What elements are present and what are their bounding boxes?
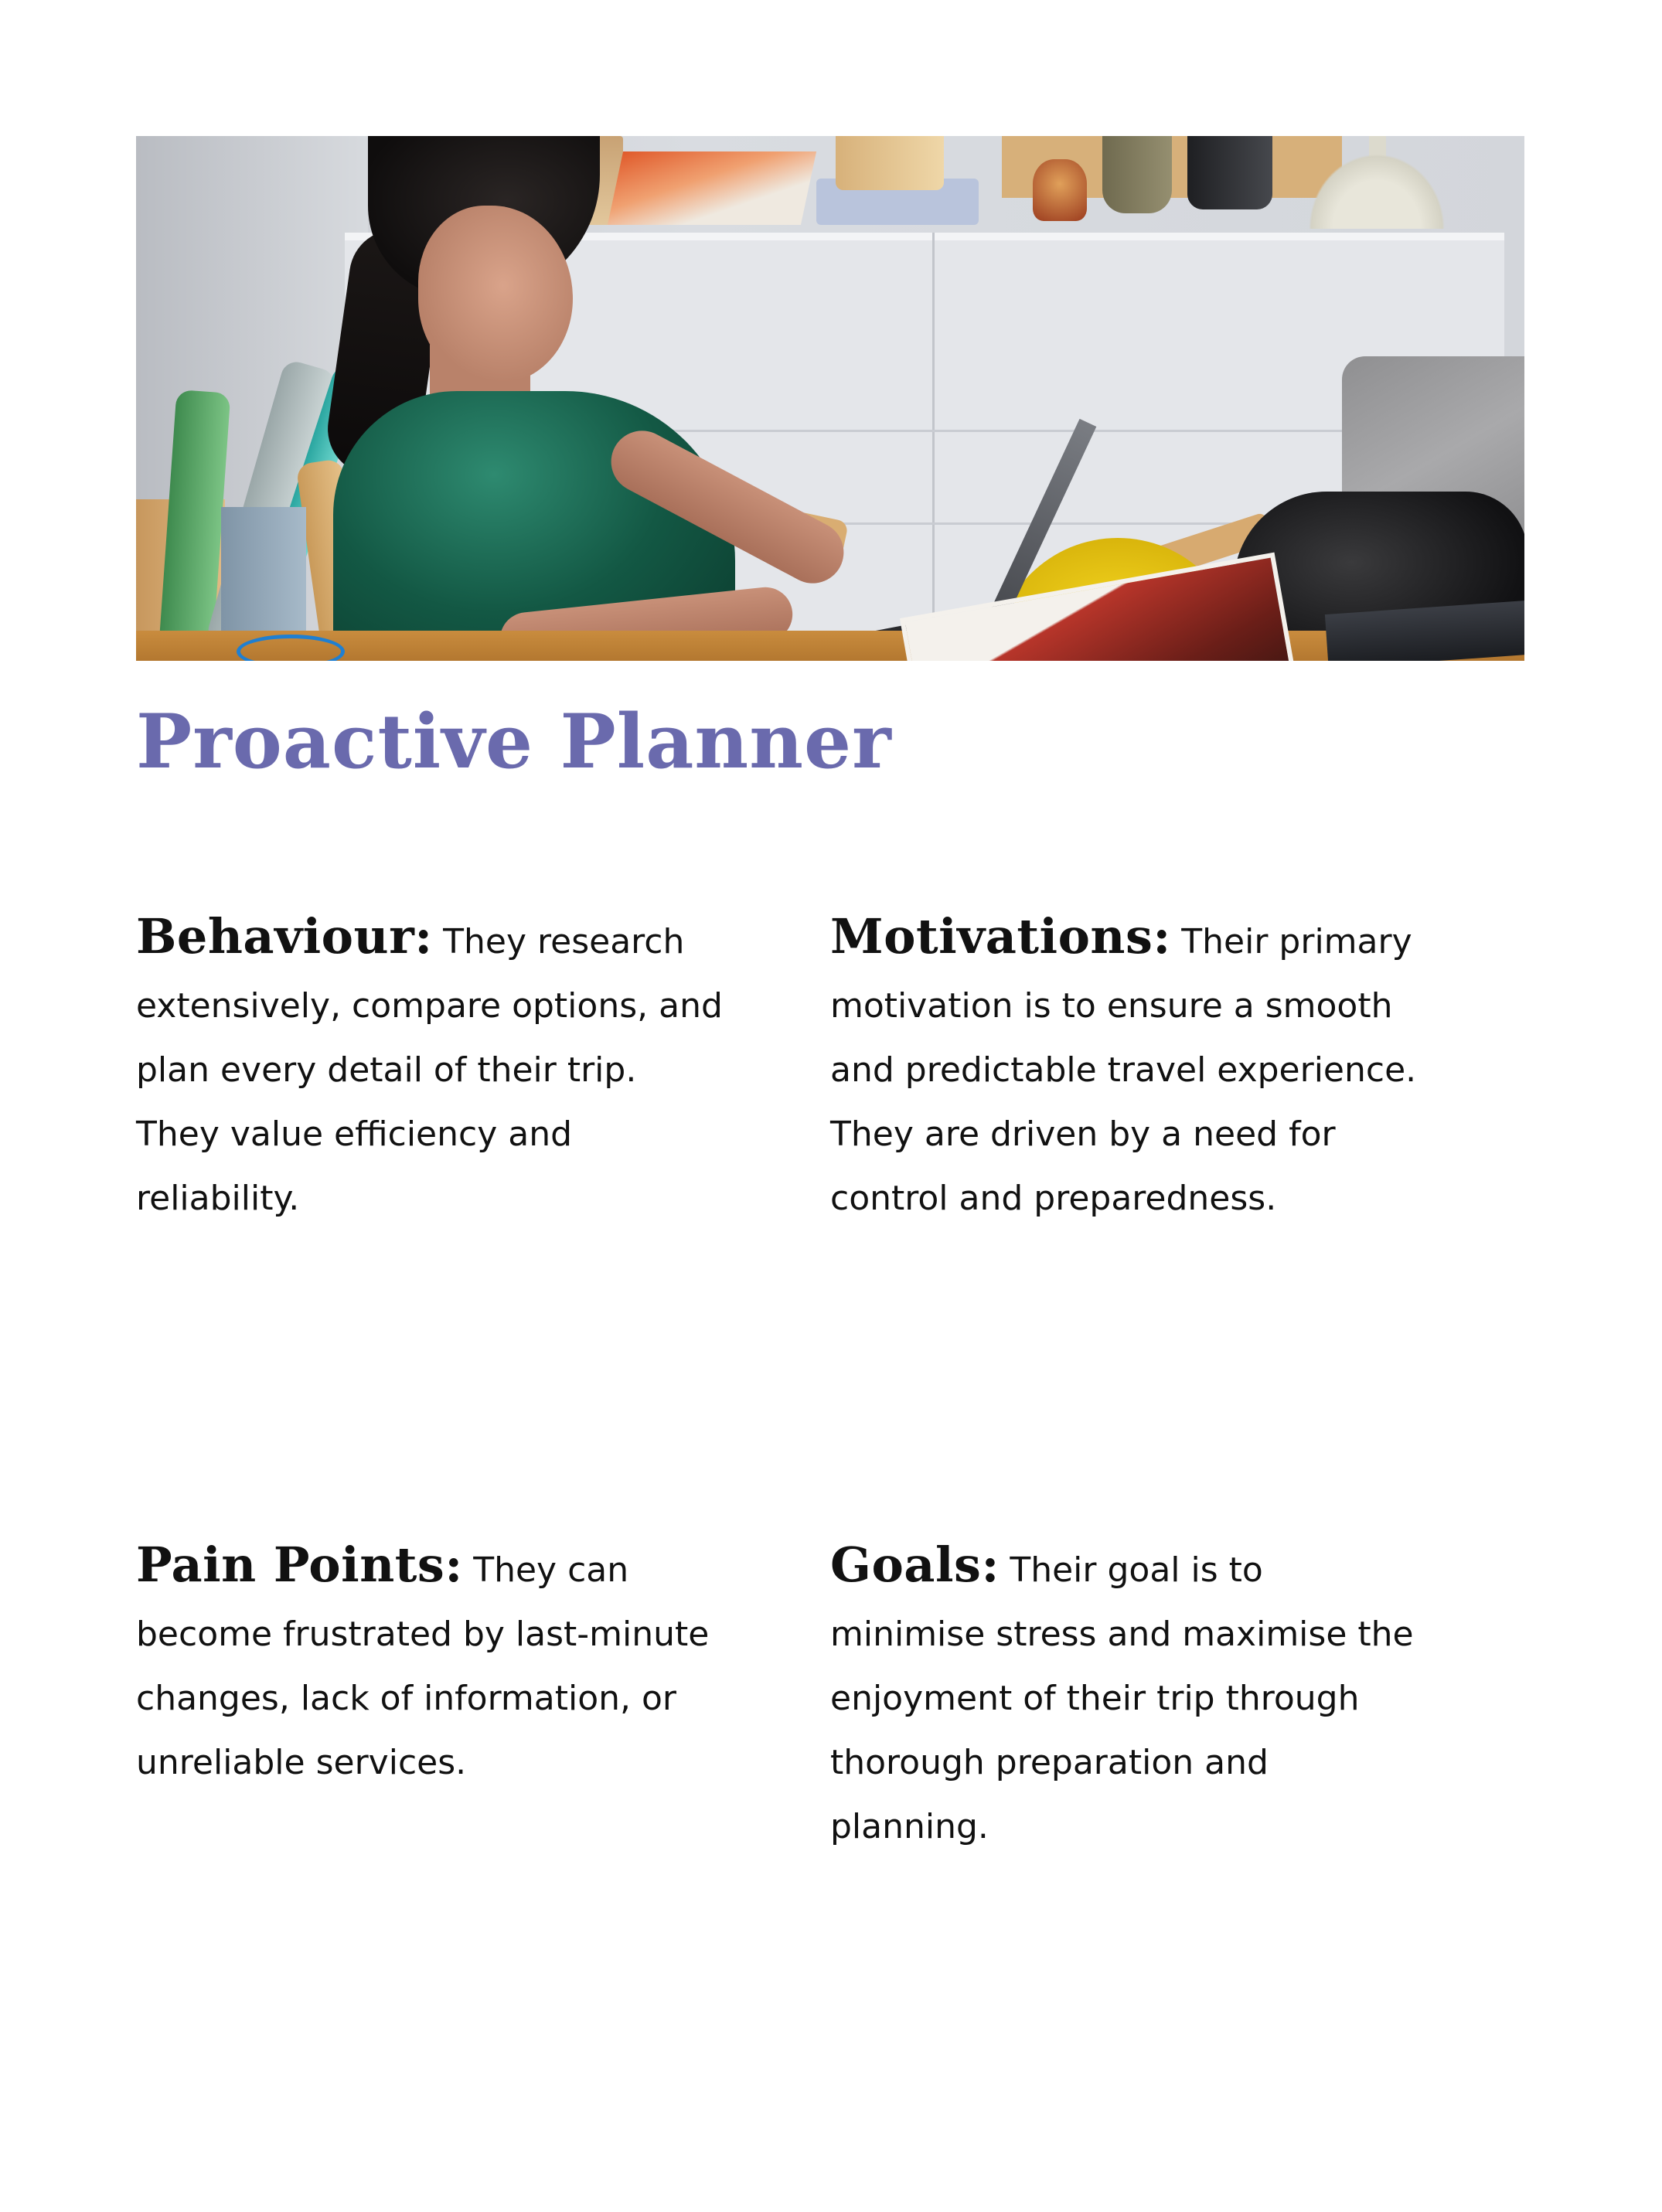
motivations-label-colon: : [1153, 908, 1171, 965]
photo-desk [136, 631, 1524, 661]
goals-label: Goals [830, 1536, 982, 1593]
photo-cabinet-seam [932, 233, 935, 661]
goals-section [830, 1533, 1418, 1859]
photo-lamp [1299, 144, 1454, 229]
photo-pencil-cup [221, 507, 306, 646]
photo-books [608, 151, 816, 225]
hero-photo [136, 136, 1524, 661]
pain-points-label-colon: : [444, 1536, 463, 1593]
goals-label-colon: : [981, 1536, 1000, 1593]
behaviour-section [136, 904, 724, 1230]
pain-points-section [136, 1533, 724, 1795]
photo-vase [1187, 136, 1272, 209]
goals-text: Their goal is to minimise stress and maximise the enjoyment of their trip through thorough preparation and planning. [830, 1550, 1414, 1846]
photo-vase [1102, 136, 1172, 213]
pain-points-label: Pain Points [136, 1536, 445, 1593]
motivations-label: Motivations [830, 908, 1153, 965]
motivations-section [830, 904, 1418, 1230]
page-title: Proactive Planner [136, 698, 892, 785]
photo-cylinder [836, 136, 944, 190]
behaviour-label: Behaviour [136, 908, 415, 965]
behaviour-label-colon: : [414, 908, 433, 965]
behaviour-text: They research extensively, compare options, and plan every detail of their trip. They value efficiency and reliability. [136, 922, 723, 1218]
pain-points-text: They can become frustrated by last-minute changes, lack of information, or unreliable services. [136, 1550, 710, 1782]
motivations-text: Their primary motivation is to ensure a smooth and predictable travel experience. They are driven by a need for control and preparedness. [830, 922, 1417, 1218]
photo-figurine [1033, 159, 1087, 221]
